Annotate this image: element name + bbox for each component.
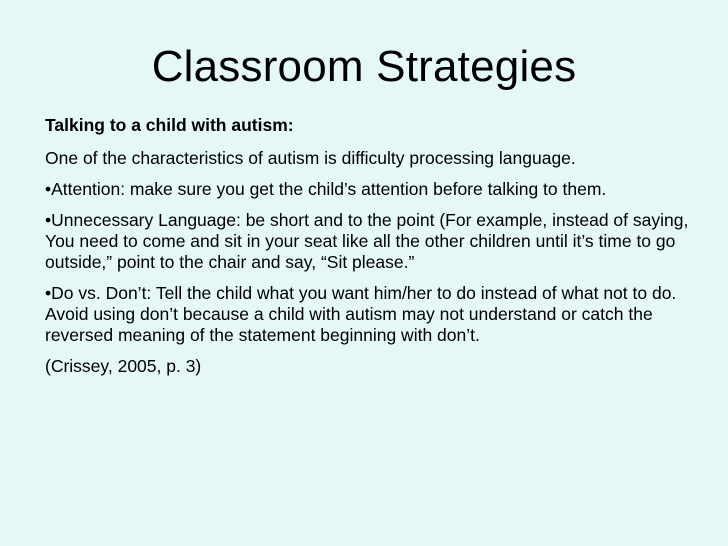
bullet-unnecessary-language: •Unnecessary Language: be short and to the point (For example, instead of saying, You need to come and sit in your seat like all the other children until it’s time to go outside,” point to the chair and say, “Sit please.” — [45, 210, 689, 272]
slide-body — [45, 115, 695, 387]
intro-paragraph: One of the characteristics of autism is difficulty processing language. — [45, 148, 576, 168]
bullet-attention: •Attention: make sure you get the child’s attention before talking to them. — [45, 179, 607, 199]
bullet-do-vs-dont: •Do vs. Don’t: Tell the child what you want him/her to do instead of what not to do. Avoid using don’t because a child with autism may not understand or catch the reversed meaning of the statement beginning with don’t. — [45, 283, 677, 345]
citation: (Crissey, 2005, p. 3) — [45, 356, 202, 376]
subheading: Talking to a child with autism: — [45, 115, 294, 135]
slide-title: Classroom Strategies — [151, 42, 577, 91]
